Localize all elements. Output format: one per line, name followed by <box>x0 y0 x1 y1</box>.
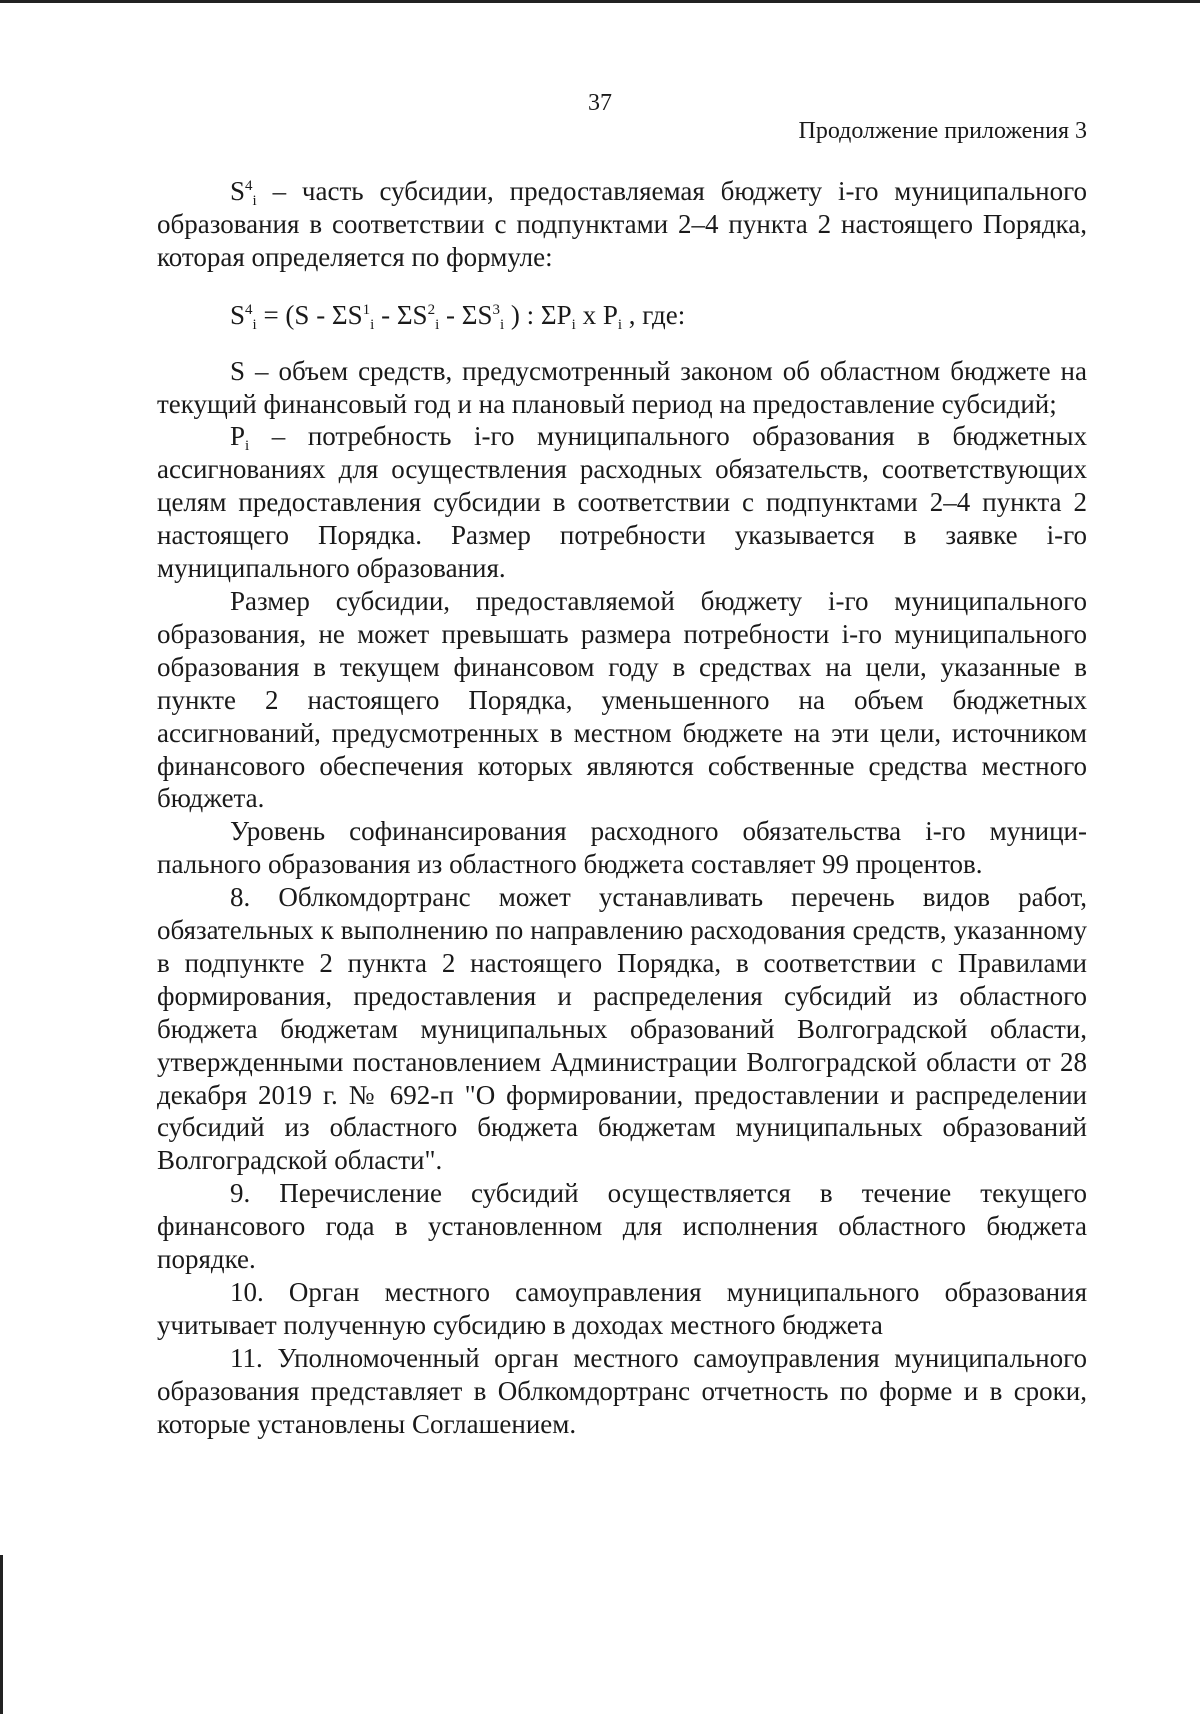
formula-part: x P <box>575 299 618 330</box>
page-number: 37 <box>588 90 612 116</box>
paragraph-text: – часть субсидии, предоставляемая бюджету i-го муниципального образования в соответствии с подпунктами 2–4 пункта 2 настоящего Порядка, которая определяется по формуле: <box>157 176 1087 272</box>
subscript: i <box>617 316 623 333</box>
document-body <box>157 175 1087 1441</box>
subscript: i <box>370 316 375 333</box>
paragraph-s-definition: S – объем средств, предусмотренный законом об областном бюджете на текущий финансовый год и на плановый период на предоставление субсидий; <box>157 355 1087 419</box>
paragraph-item-10: 10. Орган местного самоуправления муниципального образования учитывает полученную субсидию в доходах местного бюджета <box>157 1277 1087 1340</box>
superscript: 4 <box>245 301 253 318</box>
formula-part: = (S - ΣS <box>256 299 363 330</box>
subscript: i <box>252 193 257 209</box>
subscript: i <box>499 316 505 333</box>
paragraph-text: – потребность i-го муниципального образования в бюджетных ассигнованиях для осуществления расходных обязательств, соответствующих целям предоставления субсидии в соответствии с подпунктами 2–4 пункта 2 настоящего Порядка. Размер потребности указывается в заявке i-го муниципального образования. <box>157 421 1087 584</box>
paragraph-subsidy-size: Размер субсидии, предоставляемой бюджету i-го муниципального образования, не может превышать размера потребности i-го муниципального образования в текущем финансовом году в средствах на цели, указанные в пункте 2 настоящего Порядка, уменьшенного на объем бюджетных ассигнований, предусмотренных в местном бюджете на эти цели, источником финансового обеспечения которых являются собственные средства местного бюджета. <box>157 585 1087 814</box>
formula <box>157 299 1087 332</box>
scan-top-edge <box>0 0 1200 3</box>
scan-left-edge <box>0 1555 3 1714</box>
formula-part: ) : ΣP <box>504 299 572 330</box>
subscript: i <box>245 438 250 455</box>
paragraph-item-8: 8. Облкомдортранс может устанавливать перечень видов работ, обязательных к выполнению по направлению расходования средств, указанному в подпункте 2 пункта 2 настоящего Порядка, в соответствии с Правилами формирования, предоставления и распределения субсидий из областного бюджета бюджетам муниципальных образований Волгоградской области, утвержденными постановлением Администрации Волгоградской области от 28 декабря 2019 г. № 692-п "О формировании, предоставлении и распределении субсидий из областного бюджета бюджетам муниципальных образований Волгоградской области". <box>157 882 1087 1176</box>
formula-lhs: S <box>230 299 246 330</box>
continuation-note: Продолжение приложения 3 <box>798 118 1087 144</box>
subscript: i <box>571 316 576 333</box>
formula-part: - ΣS <box>374 299 428 330</box>
paragraph-cofinancing-level: Уровень софинансирования расходного обязательства i-го муниципального образования из областного бюджета составляет 99 процентов. <box>157 816 1087 880</box>
paragraph-p-definition <box>157 420 1087 585</box>
superscript: 2 <box>427 301 436 318</box>
formula-part: - ΣS <box>439 299 493 330</box>
superscript: 3 <box>492 301 500 318</box>
paragraph-item-9: 9. Перечисление субсидий осуществляется в течение текущего финансового года в установленном для исполнения областного бюджета порядке. <box>157 1178 1087 1275</box>
paragraph-s4-definition <box>157 175 1087 274</box>
paragraph-item-11: 11. Уполномоченный орган местного самоуправления муниципального образования представляет в Облкомдортранс отчетность по форме и в сроки, которые установлены Соглашением. <box>157 1342 1087 1439</box>
formula-part: , где: <box>622 299 686 330</box>
symbol-p: P <box>230 421 246 452</box>
superscript: 4 <box>245 178 253 194</box>
subscript: i <box>435 316 440 333</box>
symbol-s: S <box>230 176 246 206</box>
subscript: i <box>252 316 257 333</box>
superscript: 1 <box>362 301 371 318</box>
